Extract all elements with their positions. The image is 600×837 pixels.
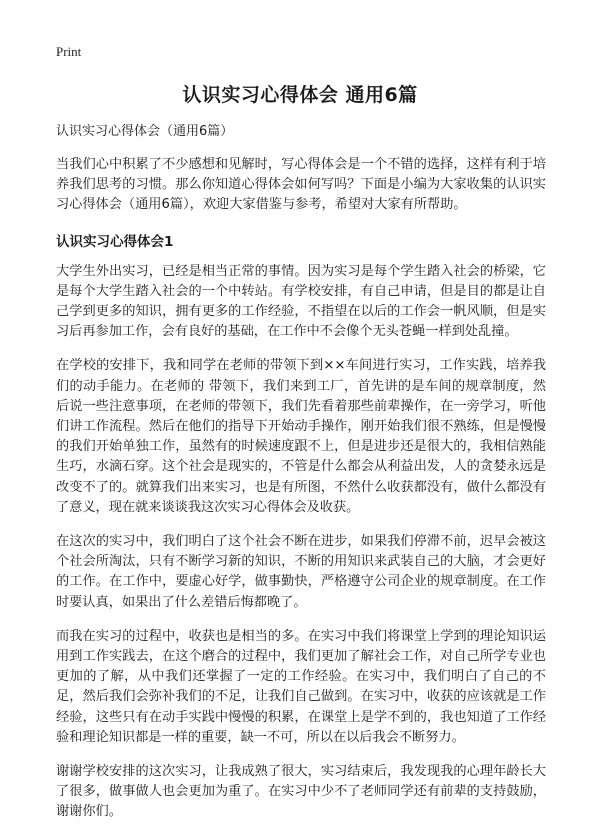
body-paragraph-1: 大学生外出实习，已经是相当正常的事情。因为实习是每个学生踏入社会的桥梁，它是每个大学生踏入社会的一个中转站。有学校安排，有自己申请，但是目的都是让自己学到更多的知识，拥有更多的工作经验，不指望在以后的工作会一帆风顺，但是实习后再参加工作，会有良好的基础，在工作中不会像个无头苍蝇一样到处乱撞。 — [56, 263, 546, 340]
body-paragraph-3: 在这次的实习中，我们明白了这个社会不断在进步，如果我们停滞不前，迟早会被这个社会所淘汰，只有不断学习新的知识，不断的用知识来武装自己的大脑，才会更好的工作。在工作中，要虚心好学，做事勤快，严格遵守公司企业的规章制度。在工作时要认真，如果出了什么差错后悔都晚了。 — [56, 534, 546, 610]
document-subtitle: 认识实习心得体会（通用6篇） — [56, 124, 234, 139]
print-label: Print — [56, 44, 82, 59]
body-paragraph-4: 而我在实习的过程中，收获也是相当的多。在实习中我们将课堂上学到的理论知识运用到工作实践去，在这个磨合的过程中，我们更加了解社会工作，对自己所学专业也更加的了解，从中我们还掌握了一定的工作经验。在实习中，我们明白了自己的不足，然后我们会弥补我们的不足，让我们自己做到。在实习中，收获的应该就是工作经验，这些只有在动手实践中慢慢的积累，在课堂上是学不到的，我也知道了工作经验和理论知识都是一样的重要，缺一不可，所以在以后我会不断努力。 — [56, 628, 546, 745]
intro-paragraph: 当我们心中积累了不少感想和见解时，写心得体会是一个不错的选择，这样有利于培养我们思考的习惯。那么你知道心得体会如何写吗？下面是小编为大家收集的认识实习心得体会（通用6篇），欢迎大家借鉴与参考，希望对大家有所帮助。 — [56, 157, 546, 213]
document-body — [56, 120, 546, 837]
section-heading: 认识实习心得体会1 — [56, 233, 174, 250]
body-paragraph-5: 谢谢学校安排的这次实习，让我成熟了很大，实习结束后，我发现我的心理年龄长大了很多，做事做人也会更加为重了。在实习中少不了老师同学还有前辈的支持鼓励，谢谢你们。 — [56, 764, 546, 820]
document-title: 认识实习心得体会 通用6篇 — [182, 84, 418, 106]
body-paragraph-2: 在学校的安排下，我和同学在老师的带领下到××车间进行实习，工作实践，培养我们的动手能力。在老师的 带领下，我们来到工厂，首先讲的是车间的规章制度，然后说一些注意事项，在老师的带领下，我们先看着那些前辈操作，在一旁学习，听他们讲工作流程。然后在他们的指导下开始动手操作，刚开始我们很不熟练，但是慢慢的我们开始单独工作，虽然有的时候速度跟不上，但是进步还是很大的，我相信熟能生巧，水滴石穿。这个社会是现实的，不管是什么都会从利益出发，人的贪婪永远是改变不了的。就算我们出来实习，也是有所图，不然什么收获都没有，做什么都没有了意义，现在就来谈谈我这次实习心得体会及收获。 — [56, 358, 546, 515]
